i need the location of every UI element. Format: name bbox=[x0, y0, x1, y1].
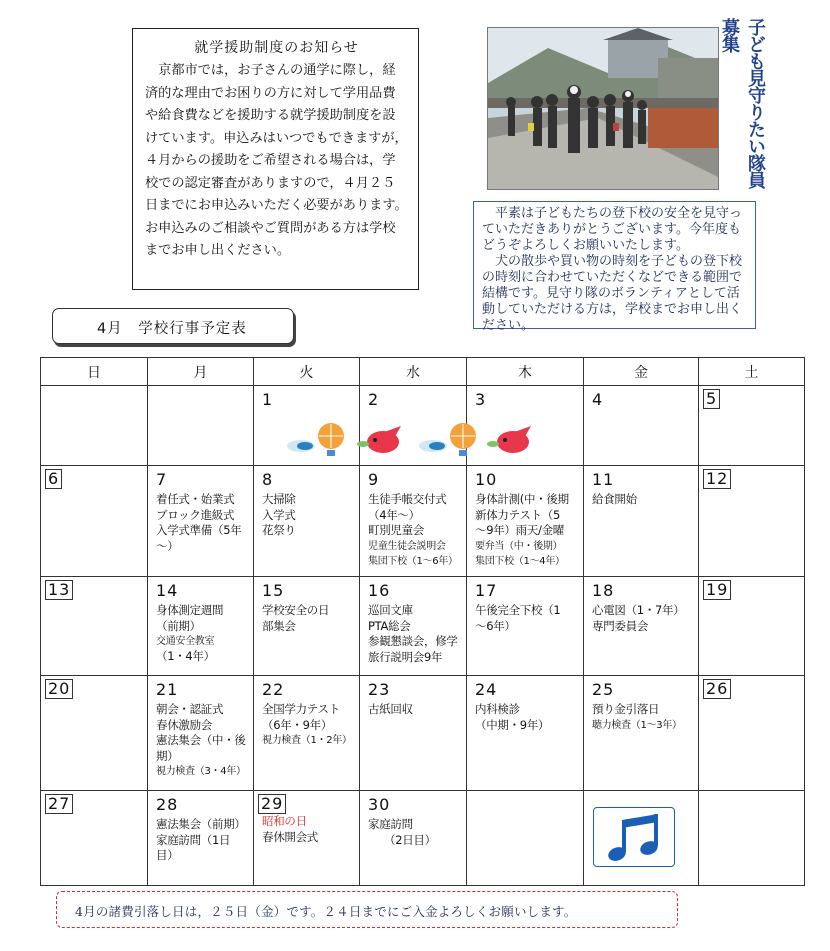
day-number: 10 bbox=[475, 470, 498, 489]
event-item: 給食開始 bbox=[592, 492, 637, 506]
event-item: ～） bbox=[156, 538, 179, 553]
day-number: 28 bbox=[156, 795, 179, 814]
event-item: （6年・9年） bbox=[262, 717, 333, 732]
event-item: 心電図（1・7年） bbox=[592, 603, 685, 617]
balloon-icon bbox=[450, 423, 476, 456]
event-item: 春休開会式 bbox=[262, 829, 318, 844]
event-item: 花祭り bbox=[262, 523, 296, 537]
event-item: ブロック進級式 bbox=[156, 507, 235, 522]
notice-title: 就学援助制度のお知らせ bbox=[194, 40, 359, 56]
event-item: 新体力テスト（5 bbox=[475, 507, 560, 522]
day-number: 16 bbox=[368, 581, 391, 600]
notice-body: 京都市では，お子さんの通学に際し，経済的な理由でお困りの方に対して学用品費や給食費などを援助する就学援助制度を設けています。申込みはいつでもできますが，４月からの援助をご希望される場合は，学校での認定審査がありますので，４月２５日までにお申込みいただく必要があります。お申込みのご相談やご質問がある方は学校までお申し出ください。 bbox=[145, 63, 408, 258]
weekday-header: 月 bbox=[148, 358, 254, 386]
day-number: 1 bbox=[262, 390, 274, 409]
weekday-header: 火 bbox=[254, 358, 360, 386]
calendar-day-cell bbox=[467, 676, 584, 791]
calendar-day-cell bbox=[41, 676, 148, 791]
event-item: 専門委員会 bbox=[592, 618, 648, 633]
event-item: PTA総会 bbox=[368, 618, 411, 633]
event-item: 児童生徒会説明会 bbox=[368, 540, 446, 552]
event-item: 春休激励会 bbox=[156, 717, 212, 732]
event-item: 身体測定週間 bbox=[156, 603, 224, 617]
scholarship-notice bbox=[132, 28, 419, 290]
event-item: 家庭訪問 bbox=[368, 817, 413, 831]
day-number: 12 bbox=[703, 469, 731, 489]
calendar-day-cell bbox=[148, 466, 254, 577]
day-number: 30 bbox=[368, 795, 391, 814]
event-item: （中期・9年） bbox=[475, 717, 550, 732]
event-item: 学校安全の日 bbox=[262, 603, 330, 617]
event-item: （2日目） bbox=[384, 832, 436, 847]
calendar-day-cell bbox=[699, 676, 805, 791]
event-item: 家庭訪問（1日 bbox=[156, 832, 231, 847]
event-item: 大掃除 bbox=[262, 492, 296, 506]
day-number: 20 bbox=[45, 679, 73, 699]
event-item: 集団下校（1～6年） bbox=[368, 555, 458, 567]
calendar-day-cell bbox=[467, 791, 584, 886]
calendar-day-cell bbox=[699, 466, 805, 577]
calendar-day-cell bbox=[584, 466, 699, 577]
event-item: 憲法集会（中・後 bbox=[156, 733, 246, 747]
event-item: 集団下校（1～4年） bbox=[475, 555, 565, 567]
day-number: 4 bbox=[592, 390, 604, 409]
calendar-day-cell bbox=[584, 386, 699, 466]
calendar-day-cell bbox=[699, 577, 805, 676]
bird-icon bbox=[487, 426, 531, 453]
day-number: 24 bbox=[475, 680, 498, 699]
calendar-day-cell bbox=[360, 466, 467, 577]
day-number: 6 bbox=[45, 469, 62, 489]
calendar-day-cell bbox=[584, 577, 699, 676]
event-item: 視力検査（3・4年） bbox=[156, 766, 246, 777]
calendar-day-cell bbox=[584, 676, 699, 791]
calendar-body bbox=[41, 386, 805, 886]
calendar-day-cell bbox=[467, 466, 584, 577]
calendar-day-cell bbox=[360, 791, 467, 886]
volunteer-paragraph-1: 平素は子どもたちの登下校の安全を見守っていただきありがとうございます。今年度もどうぞよろしくお願いいたします。 bbox=[482, 206, 743, 253]
calendar-week-row bbox=[41, 466, 805, 577]
event-item: 町別児童会 bbox=[368, 523, 424, 537]
day-number: 3 bbox=[475, 390, 487, 409]
calendar-day-cell bbox=[148, 791, 254, 886]
payment-note: 4月の諸費引落し日は，２５日（金）です。２４日までにご入金よろしくお願いします。 bbox=[56, 891, 678, 928]
event-item: 朝会・認証式 bbox=[156, 702, 224, 716]
walking-group-photo-image bbox=[488, 28, 719, 190]
volunteer-paragraph-2: 犬の散歩や買い物の時刻を子どもの登下校の時刻に合わせていただくなどできる範囲で結構です。見守り隊のボランティアとして活動していただける方は，学校までお申し出ください。 bbox=[482, 254, 743, 333]
event-item: 目） bbox=[156, 848, 179, 862]
weekday-header: 木 bbox=[467, 358, 584, 386]
event-item: （前期） bbox=[156, 618, 201, 633]
day-number: 13 bbox=[45, 580, 73, 600]
day-number: 29 bbox=[258, 794, 286, 814]
event-item: 生徒手帳交付式 bbox=[368, 492, 447, 506]
calendar-day-cell bbox=[148, 386, 254, 466]
event-item: 午後完全下校（1 bbox=[475, 603, 561, 617]
day-number: 8 bbox=[262, 470, 274, 489]
event-item: 全国学力テスト bbox=[262, 702, 340, 716]
calendar-day-cell bbox=[254, 577, 360, 676]
calendar-day-cell bbox=[699, 386, 805, 466]
day-number: 22 bbox=[262, 680, 285, 699]
event-item: 期） bbox=[156, 748, 179, 763]
music-note-icon bbox=[593, 807, 675, 867]
event-item: 入学式 bbox=[262, 507, 296, 522]
calendar-day-cell bbox=[360, 577, 467, 676]
event-item: 交通安全教室 bbox=[156, 636, 215, 647]
event-item: 身体計測(中・後期 bbox=[475, 492, 569, 506]
volunteer-recruit-title: 子ども見守りたい隊員募集 bbox=[719, 18, 766, 188]
calendar-week-row bbox=[41, 577, 805, 676]
calendar-day-cell bbox=[254, 676, 360, 791]
event-item: ～9年）雨天/金曜 bbox=[475, 523, 564, 537]
day-number: 11 bbox=[592, 470, 615, 489]
event-item: 預り金引落日 bbox=[592, 702, 660, 716]
cloud-icon bbox=[419, 440, 447, 452]
day-number: 19 bbox=[703, 580, 731, 600]
day-number: 9 bbox=[368, 470, 380, 489]
weekday-header: 土 bbox=[699, 358, 805, 386]
calendar-day-cell bbox=[41, 386, 148, 466]
calendar-day-cell bbox=[254, 791, 360, 886]
day-number: 7 bbox=[156, 470, 168, 489]
weekday-header-row bbox=[41, 358, 805, 386]
weekday-header: 水 bbox=[360, 358, 467, 386]
event-item: 参観懇談会，修学 bbox=[368, 634, 458, 648]
music-note-svg bbox=[594, 808, 676, 868]
cloud-icon bbox=[287, 440, 315, 452]
volunteer-message bbox=[473, 201, 756, 333]
calendar-week-row bbox=[41, 676, 805, 791]
calendar-day-cell bbox=[148, 676, 254, 791]
day-number: 27 bbox=[45, 794, 73, 814]
event-item: 巡回文庫 bbox=[368, 603, 413, 617]
event-item: （1・4年） bbox=[156, 649, 215, 663]
calendar-day-cell bbox=[254, 466, 360, 577]
event-item: 憲法集会（前期） bbox=[156, 817, 246, 831]
day-number: 5 bbox=[703, 389, 720, 409]
event-item: 着任式・始業式 bbox=[156, 492, 235, 506]
weekday-header: 日 bbox=[41, 358, 148, 386]
event-item: ～6年） bbox=[475, 618, 516, 633]
event-item: 聴力検査（1～3年） bbox=[592, 719, 682, 731]
day-number: 2 bbox=[368, 390, 380, 409]
calendar-day-cell bbox=[41, 791, 148, 886]
calendar-day-cell bbox=[41, 577, 148, 676]
event-item: 旅行説明会9年 bbox=[368, 649, 443, 664]
calendar-day-cell bbox=[360, 676, 467, 791]
event-item: 昭和の日 bbox=[262, 814, 307, 828]
day-number: 25 bbox=[592, 680, 615, 699]
calendar-week-row bbox=[41, 791, 805, 886]
day-number: 21 bbox=[156, 680, 179, 699]
event-item: 部集会 bbox=[262, 618, 296, 633]
calendar-day-cell bbox=[148, 577, 254, 676]
event-item: 内科検診 bbox=[475, 702, 520, 716]
day-number: 14 bbox=[156, 581, 179, 600]
volunteer-photo bbox=[487, 27, 719, 190]
event-item: 視力検査（1・2年） bbox=[262, 735, 352, 746]
calendar-day-cell bbox=[41, 466, 148, 577]
event-item: 古紙回収 bbox=[368, 702, 413, 716]
balloon-bird-decoration bbox=[283, 420, 553, 460]
day-number: 18 bbox=[592, 581, 615, 600]
weekday-header: 金 bbox=[584, 358, 699, 386]
schedule-title: 4月 学校行事予定表 bbox=[52, 308, 294, 344]
day-number: 26 bbox=[703, 679, 731, 699]
event-item: 要弁当（中・後期） bbox=[475, 540, 563, 552]
calendar-day-cell bbox=[467, 577, 584, 676]
event-item: （4年～） bbox=[368, 507, 420, 522]
day-number: 17 bbox=[475, 581, 498, 600]
event-item: 入学式準備（5年 bbox=[156, 523, 242, 537]
bird-icon bbox=[357, 426, 401, 453]
day-number: 23 bbox=[368, 680, 391, 699]
balloon-icon bbox=[318, 423, 344, 456]
day-number: 15 bbox=[262, 581, 285, 600]
calendar-day-cell bbox=[699, 791, 805, 886]
